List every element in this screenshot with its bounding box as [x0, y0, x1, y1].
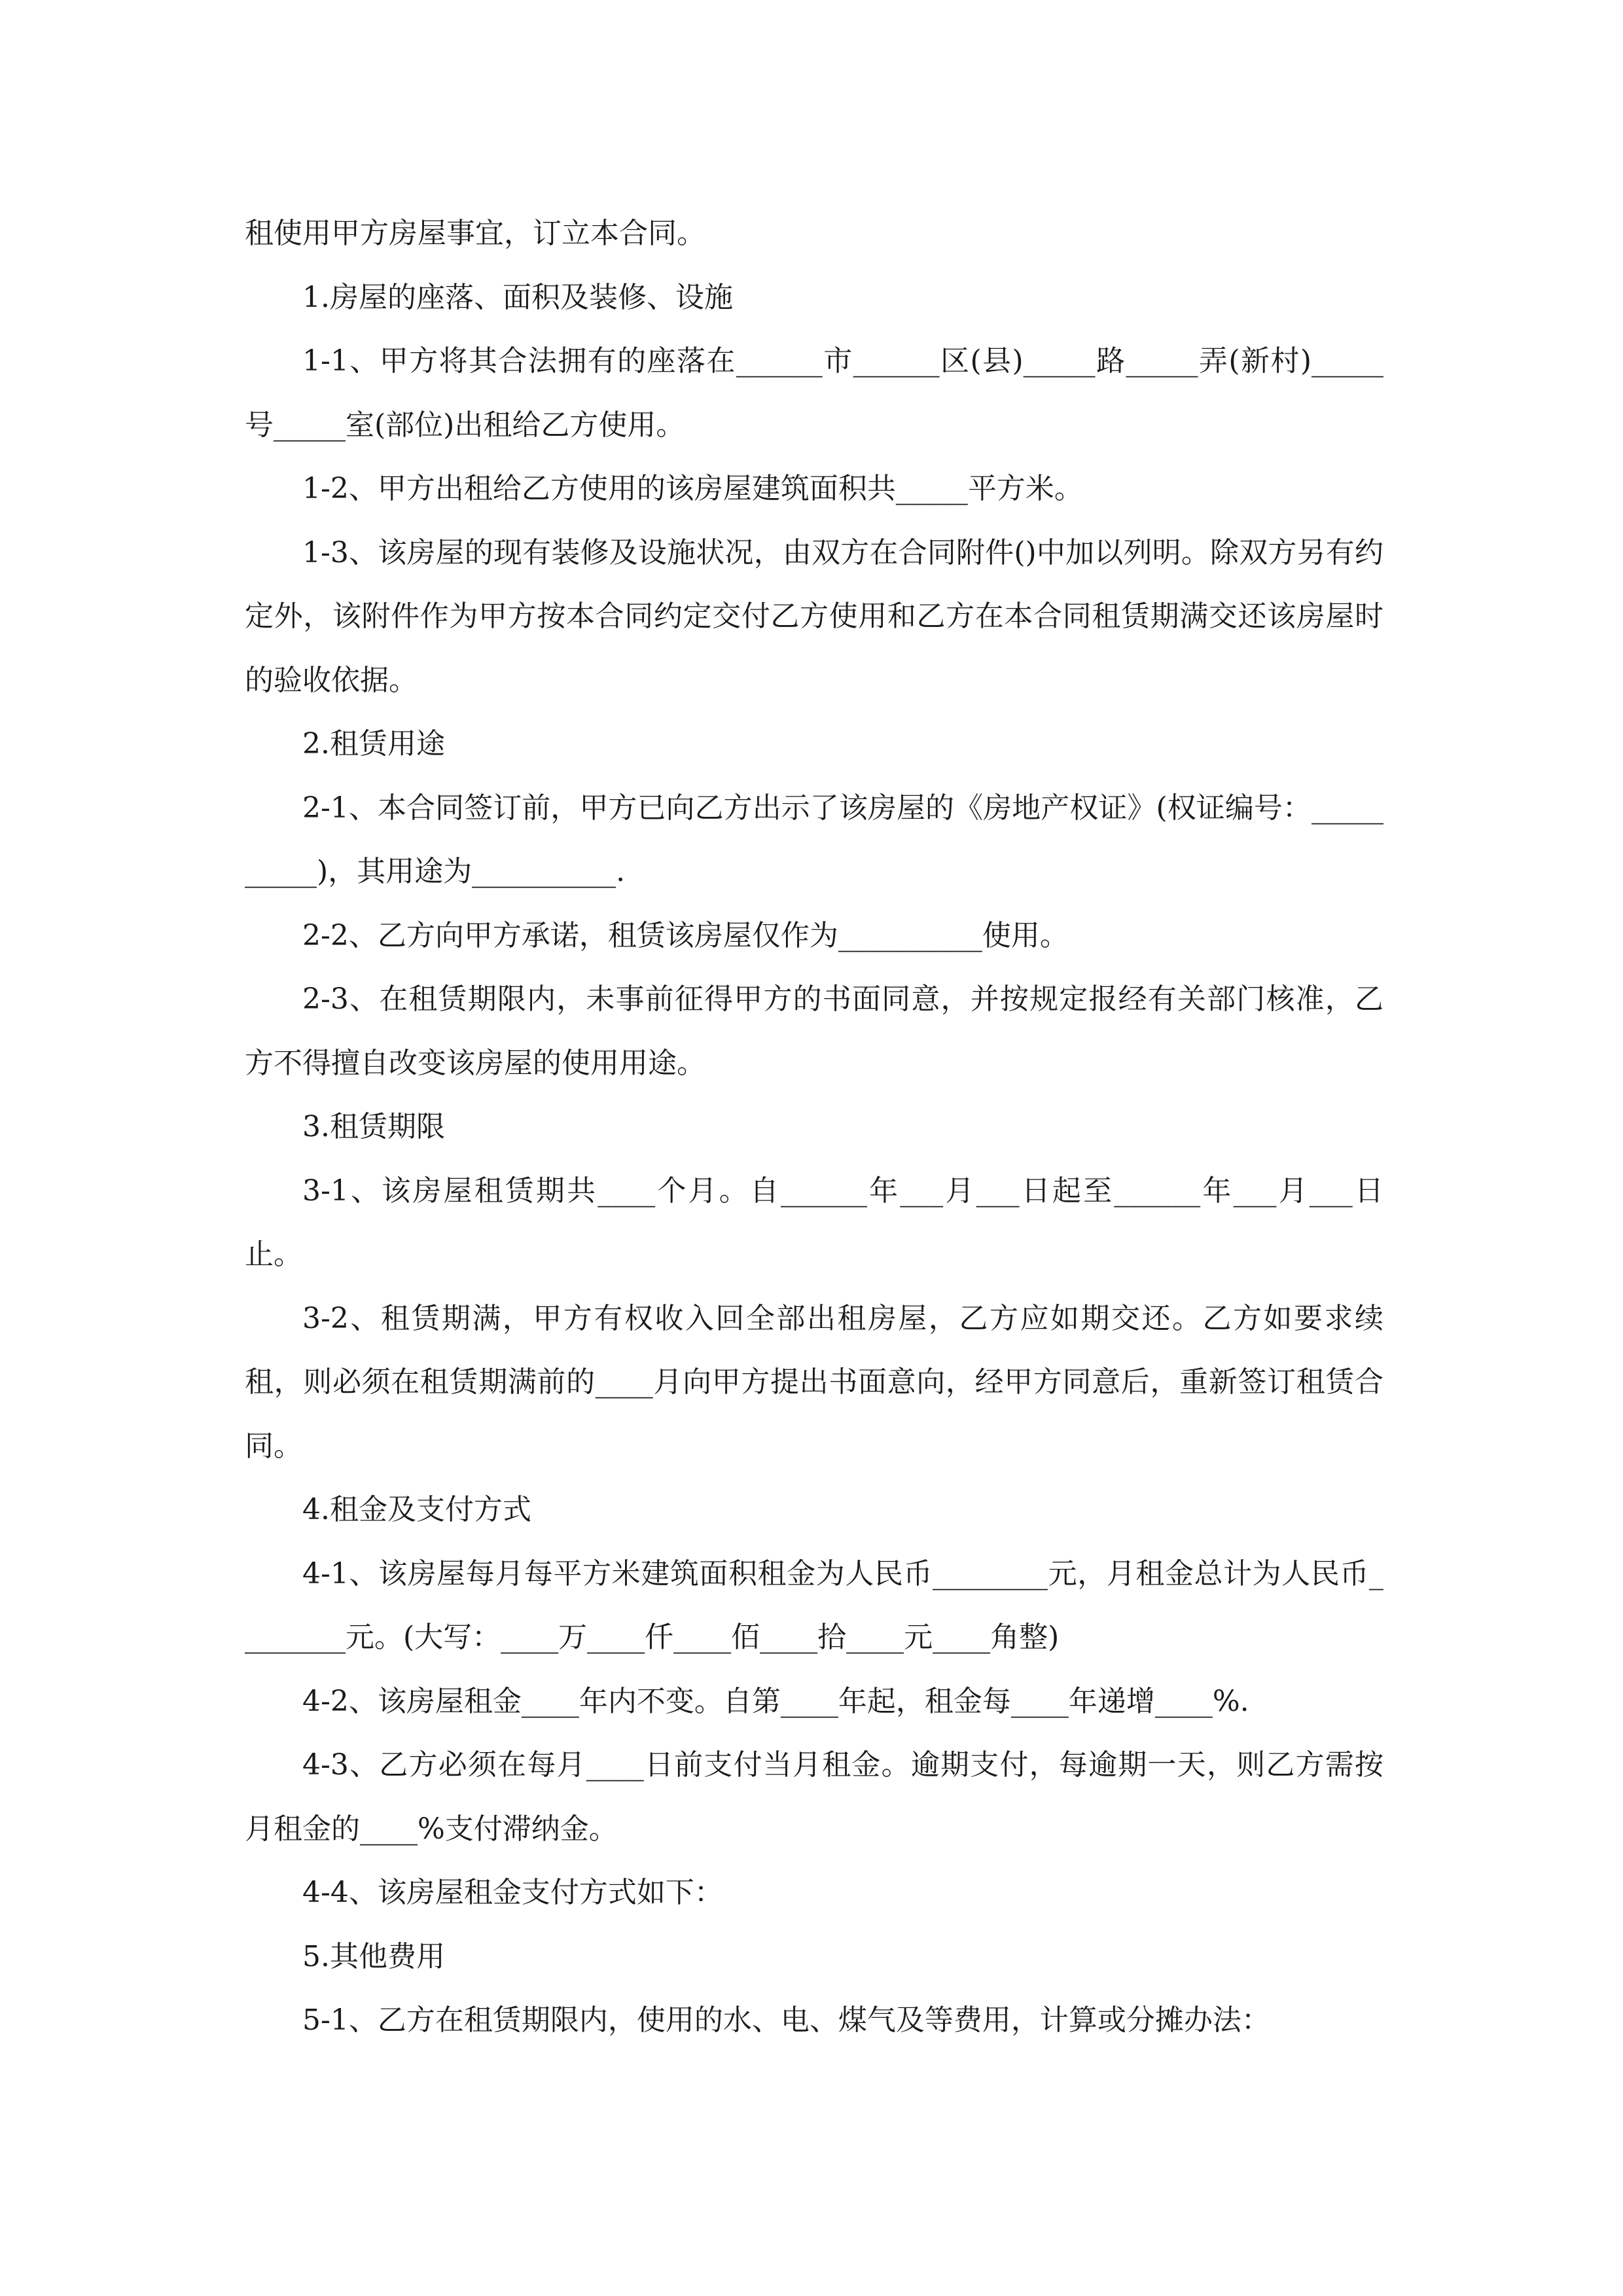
clause-3-1: 3-1、该房屋租赁期共____个月。自______年___月___日起至______年___月___日止。	[245, 1174, 1383, 1271]
clause-5-1: 5-1、乙方在租赁期限内，使用的水、电、煤气及等费用，计算或分摊办法：	[302, 2003, 1270, 2037]
clause-2-3: 2-3、在租赁期限内，未事前征得甲方的书面同意，并按规定报经有关部门核准，乙方不得擅自改变该房屋的使用用途。	[245, 982, 1383, 1080]
section-heading-5: 5.其他费用	[302, 1939, 445, 1973]
clause-4-4: 4-4、该房屋租金支付方式如下：	[302, 1876, 723, 1909]
section-heading-1: 1.房屋的座落、面积及装修、设施	[302, 280, 733, 314]
clause-4-3: 4-3、乙方必须在每月____日前支付当月租金。逾期支付，每逾期一天，则乙方需按月租金的____%支付滞纳金。	[245, 1748, 1383, 1846]
section-heading-3: 3.租赁期限	[302, 1110, 445, 1143]
section-heading-4: 4.租金及支付方式	[302, 1493, 531, 1526]
section-heading-2: 2.租赁用途	[302, 727, 445, 761]
clause-3-2: 3-2、租赁期满，甲方有权收入回全部出租房屋，乙方应如期交还。乙方如要求续租，则必须在租赁期满前的____月向甲方提出书面意向，经甲方同意后，重新签订租赁合同。	[245, 1301, 1383, 1463]
clause-1-1: 1-1、甲方将其合法拥有的座落在______市______区(县)_____路_____弄(新村)_____号_____室(部位)出租给乙方使用。	[245, 344, 1383, 442]
clause-2-1: 2-1、本合同签订前，甲方已向乙方出示了该房屋的《房地产权证》(权证编号：__________)，其用途为__________.	[245, 791, 1383, 888]
clause-1-2: 1-2、甲方出租给乙方使用的该房屋建筑面积共_____平方米。	[302, 472, 1083, 505]
clause-2-2: 2-2、乙方向甲方承诺，租赁该房屋仅作为__________使用。	[302, 918, 1069, 952]
clause-4-2: 4-2、该房屋租金____年内不变。自第____年起，租金每____年递增____%.	[302, 1684, 1249, 1718]
clause-4-1: 4-1、该房屋每月每平方米建筑面积租金为人民币________元，月租金总计为人民币________元。(大写：____万____仟____佰____拾____元____角整)	[245, 1556, 1383, 1654]
clause-1-3: 1-3、该房屋的现有装修及设施状况，由双方在合同附件()中加以列明。除双方另有约定外，该附件作为甲方按本合同约定交付乙方使用和乙方在本合同租赁期满交还该房屋时的验收依据。	[245, 535, 1383, 697]
contract-body	[245, 202, 1383, 2053]
paragraph-intro-tail: 租使用甲方房屋事宜，订立本合同。	[245, 217, 705, 250]
